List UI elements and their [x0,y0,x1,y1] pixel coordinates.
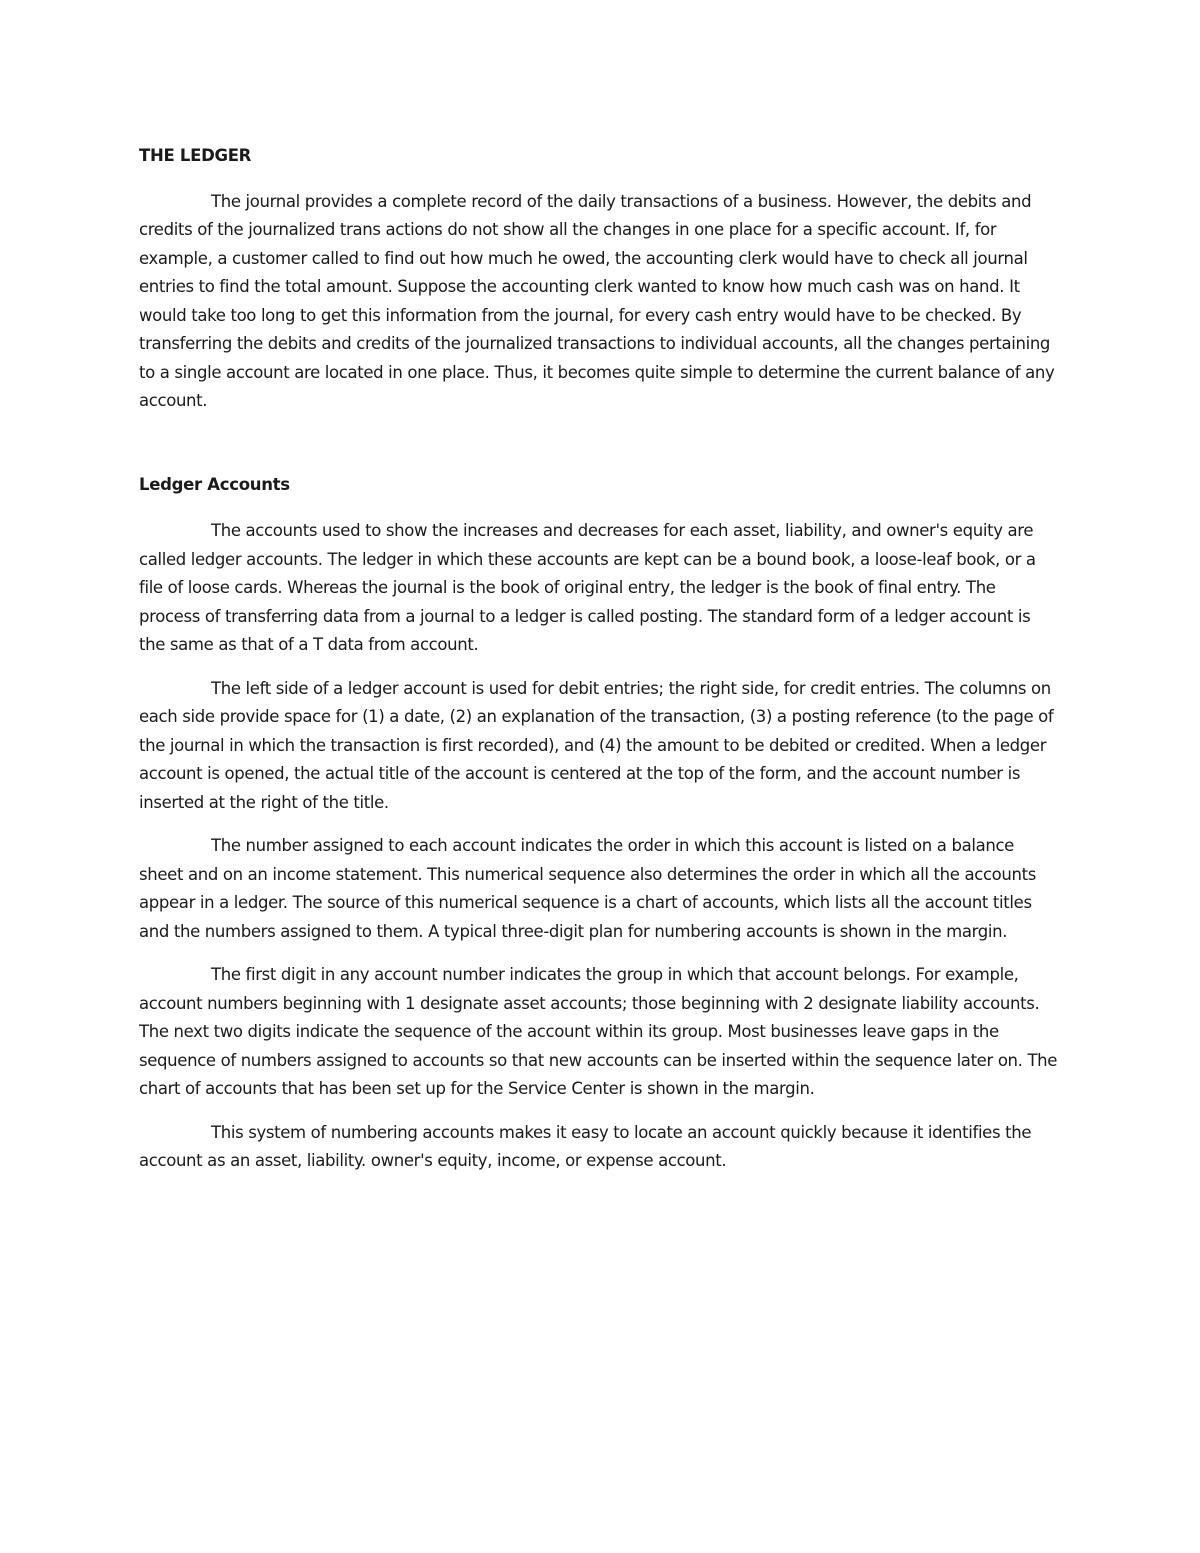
document-body [139,142,1059,1191]
intro-paragraph: The journal provides a complete record of the daily transactions of a business. However, the debits and credits of the journalized trans actions do not show all the changes in one place for a specific account. If, for example, a customer called to find out how much he owed, the accounting clerk would have to check all journal entries to find the total amount. Suppose the accounting clerk wanted to know how much cash was on hand. It would take too long to get this information from the journal, for every cash entry would have to be checked. By transferring the debits and credits of the journalized transactions to individual accounts, all the changes pertaining to a single account are located in one place. Thus, it becomes quite simple to determine the current balance of any account. [139,191,1055,410]
paragraph-ledger-account-sides: The left side of a ledger account is used for debit entries; the right side, for credit entries. The columns on each side provide space for (1) a date, (2) an explanation of the transaction, (3) a posting reference (to the page of the journal in which the transaction is first recorded), and (4) the amount to be debited or credited. When a ledger account is opened, the actual title of the account is centered at the top of the form, and the account number is inserted at the right of the title. [139,678,1054,812]
paragraph-first-digit: The first digit in any account number indicates the group in which that account belongs. For example, account numbers beginning with 1 designate asset accounts; those beginning with 2 designate liability accounts. The next two digits indicate the sequence of the account within its group. Most businesses leave gaps in the sequence of numbers assigned to accounts so that new accounts can be inserted within the sequence later on. The chart of accounts that has been set up for the Service Center is shown in the margin. [139,965,1058,1098]
paragraph-ledger-accounts-definition: The accounts used to show the increases and decreases for each asset, liability, and owner's equity are called ledger accounts. The ledger in which these accounts are kept can be a bound book, a loose-leaf book, or a file of loose cards. Whereas the journal is the book of original entry, the ledger is the book of final entry. The process of transferring data from a journal to a ledger is called posting. The standard form of a ledger account is the same as that of a T data from account. [139,521,1036,654]
document-title: THE LEDGER [139,146,252,165]
paragraph-account-numbers: The number assigned to each account indicates the order in which this account is listed on a balance sheet and on an income statement. This numerical sequence also determines the order in which all the accounts appear in a ledger. The source of this numerical sequence is a chart of accounts, which lists all the account titles and the numbers assigned to them. A typical three-digit plan for numbering accounts is shown in the margin. [139,836,1036,941]
section-heading-ledger-accounts: Ledger Accounts [139,474,290,494]
paragraph-numbering-system: This system of numbering accounts makes it easy to locate an account quickly because it identifies the account as an asset, liability. owner's equity, income, or expense account. [139,1122,1032,1170]
